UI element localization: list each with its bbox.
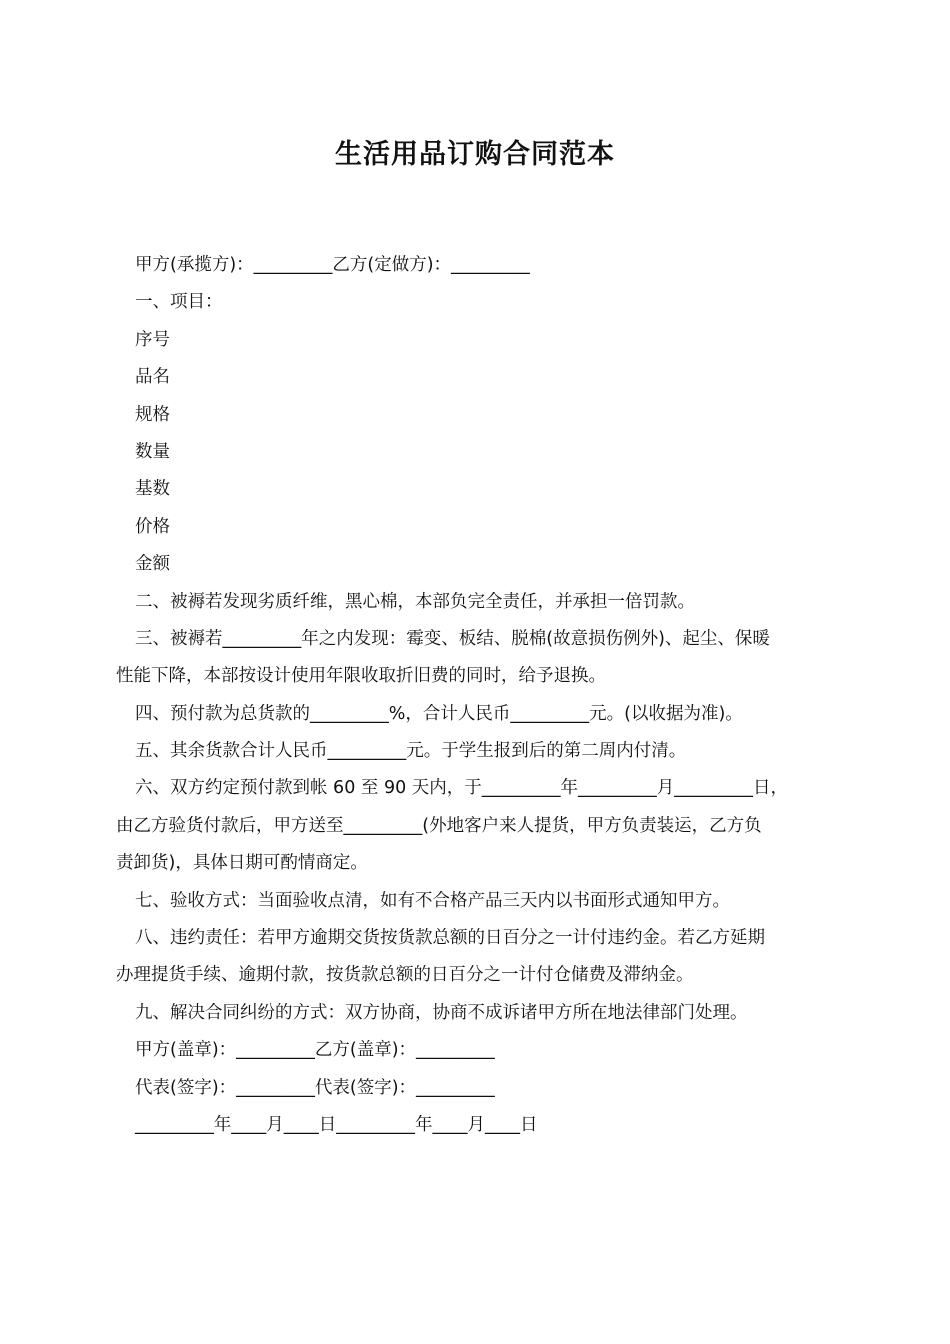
date-line: _________年____月____日_________年____月____日 bbox=[135, 1114, 538, 1135]
section-1-heading: 一、项目： bbox=[135, 292, 223, 313]
clause-9: 九、解决合同纠纷的方式：双方协商，协商不成诉诸甲方所在地法律部门处理。 bbox=[135, 1002, 748, 1023]
party-line: 甲方(承揽方)：_________乙方(定做方)：_________ bbox=[135, 255, 530, 275]
clause-6-line-3: 责卸货)，具体日期可酌情商定。 bbox=[116, 853, 368, 874]
clause-3-line-2: 性能下降，本部按设计使用年限收取折旧费的同时，给予退换。 bbox=[116, 666, 606, 687]
item-field-amount: 金额 bbox=[135, 554, 170, 575]
clause-2: 二、被褥若发现劣质纤维，黑心棉，本部负完全责任，并承担一倍罚款。 bbox=[135, 591, 695, 612]
signature-line: 代表(签字)：_________代表(签字)：_________ bbox=[135, 1077, 495, 1098]
clause-8-line-2: 办理提货手续、逾期付款，按货款总额的日百分之一计付仓储费及滞纳金。 bbox=[116, 965, 694, 986]
seal-line: 甲方(盖章)：_________乙方(盖章)：_________ bbox=[135, 1040, 495, 1061]
clause-8-line-1: 八、违约责任：若甲方逾期交货按货款总额的日百分之一计付违约金。若乙方延期 bbox=[135, 928, 765, 949]
clause-6-line-2: 由乙方验货付款后，甲方送至_________(外地客户来人提货，甲方负责装运，乙方负 bbox=[116, 815, 762, 836]
clause-3-line-1: 三、被褥若_________年之内发现：霉变、板结、脱棉(故意损伤例外)、起尘、保暖 bbox=[135, 628, 770, 649]
contract-body bbox=[116, 247, 836, 1144]
item-field-spec: 规格 bbox=[135, 404, 170, 425]
item-field-number: 序号 bbox=[135, 329, 170, 350]
item-field-price: 价格 bbox=[135, 516, 170, 537]
clause-7: 七、验收方式：当面验收点清，如有不合格产品三天内以书面形式通知甲方。 bbox=[135, 890, 730, 911]
clause-6-line-1: 六、双方约定预付款到帐 60 至 90 天内，于_________年_________月_________日， bbox=[135, 778, 789, 799]
item-field-base: 基数 bbox=[135, 479, 170, 500]
document-title: 生活用品订购合同范本 bbox=[335, 139, 615, 170]
clause-5: 五、其余货款合计人民币_________元。于学生报到后的第二周内付清。 bbox=[135, 741, 687, 762]
item-field-name: 品名 bbox=[135, 367, 170, 388]
item-field-quantity: 数量 bbox=[135, 441, 170, 462]
clause-4: 四、预付款为总货款的_________%，合计人民币_________元。(以收据为准)。 bbox=[135, 703, 743, 724]
